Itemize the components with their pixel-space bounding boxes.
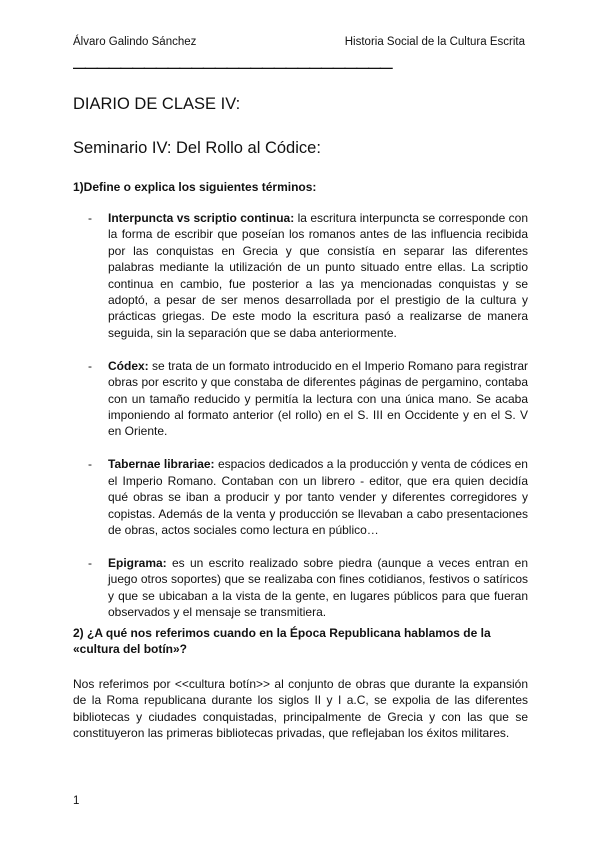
question-1: 1)Define o explica los siguientes términos: [73,180,317,194]
document-title: DIARIO DE CLASE IV: [73,95,241,113]
term-definition: espacios dedicados a la producción y venta de códices en el Imperio Romano. Contaban con un librero - editor, que era quien decidía qué obras se iban a producir y por tanto vender y diferentes corregidores y copistas. Además de la venta y producción se llevaban a cabo presentaciones de obras, actos sociales como lectura en público… [108,457,528,537]
term-definition: es un escrito realizado sobre piedra (aunque a veces entran en juego otros soportes) que se realizaba con fines cotidianos, festivos o satíricos y que se ubicaban a la vista de la gente, en lugares públicos para que fueran observados y el mensaje se transmitiera. [108,555,528,620]
answer-2: Nos referimos por <<cultura botín>> al conjunto de obras que durante la expansión de la Roma republicana durante los siglos II y I a.C, se expolia de las diferentes bibliotecas y ciudades conquistadas, principalmente de Grecia y con las que se constituyeron las primeras bibliotecas privadas, que reflejaban los éxitos militares. [73,677,528,741]
term-item-epigrama [88,555,528,621]
term-item-tabernae [88,456,528,538]
header-course: Historia Social de la Cultura Escrita [344,36,525,48]
list-dash: - [88,457,92,472]
header-rule: ——————————————————————————— [73,60,392,75]
list-dash: - [88,555,92,570]
term-label: Códex: [108,358,149,373]
term-label: Interpuncta vs scriptio continua: [108,211,295,225]
term-item-codex [88,358,528,440]
terms-list [88,210,528,637]
question-2: 2) ¿A qué nos referimos cuando en la Época Republicana hablamos de la «cultura del botín»? [73,626,491,657]
list-dash: - [88,211,92,225]
term-definition: la escritura interpuncta se corresponde con la forma de escribir que poseían los romanos antes de las influencia recibida por las conquistas en Grecia y que consistía en separar las diferentes palabras mediante la utilización de un punto situado entre ellas. La scriptio continua en cambio, fue posterior a las ya mencionadas conquistas y se adoptó, a pesar de ser menos desarrollada por el prestigio de la cultura y prácticas griegas. De este modo la escritura pasó a realizarse de manera seguida, sin la separación que se daba anteriormente. [108,211,528,340]
term-label: Tabernae librariae: [108,457,215,472]
term-definition: se trata de un formato introducido en el Imperio Romano para registrar obras por escrito y que constaba de diferentes páginas de pergamino, contaba con un tamaño reducido y permitía la lectura con una única mano. Se acaba imponiendo al formato anterior (el rollo) en el S. III en Occidente y en el S. V en Oriente. [108,358,528,439]
term-label: Epigrama: [108,555,167,570]
page-header [73,36,525,48]
header-author: Álvaro Galindo Sánchez [73,36,197,48]
term-item-interpuncta [88,210,528,341]
list-dash: - [88,358,92,373]
page-number: 1 [73,795,80,807]
seminar-heading: Seminario IV: Del Rollo al Códice: [73,139,321,157]
